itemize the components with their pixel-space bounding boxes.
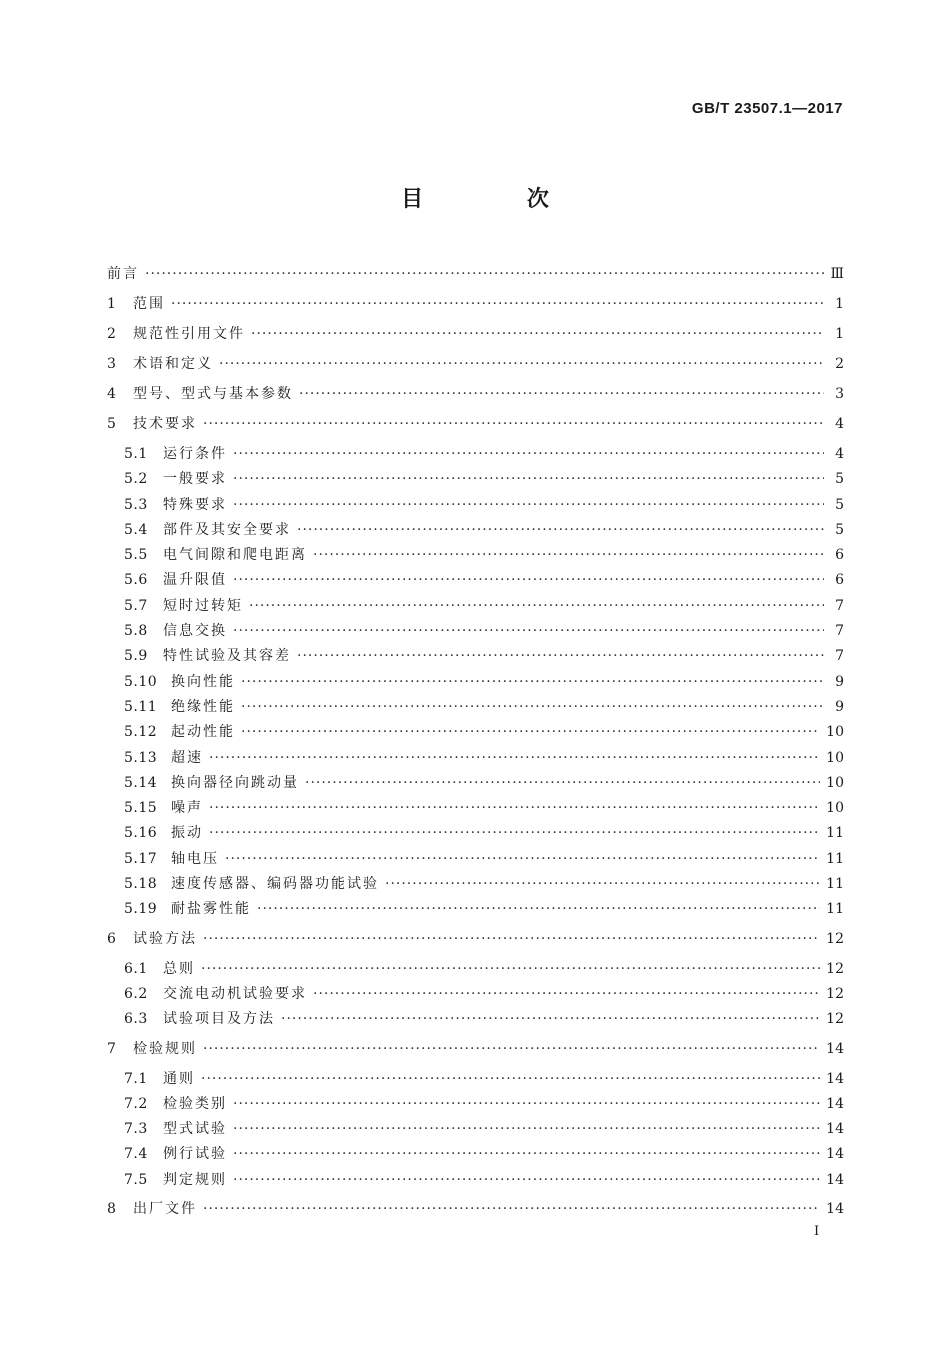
toc-leader-dots bbox=[385, 876, 820, 892]
toc-entry-number: 6.1 bbox=[124, 960, 148, 977]
toc-section-entry[interactable] bbox=[107, 772, 844, 797]
toc-entry-number: 3 bbox=[107, 356, 117, 372]
toc-entry-page: 5 bbox=[835, 496, 844, 513]
toc-entry-label: 试验项目及方法 bbox=[163, 1011, 275, 1028]
standard-code: GB/T 23507.1—2017 bbox=[691, 100, 843, 117]
toc-entry-page: 5 bbox=[835, 471, 844, 488]
toc-entry-number: 7.2 bbox=[124, 1095, 148, 1112]
toc-chapter-entry[interactable] bbox=[107, 928, 844, 958]
toc-entry-number: 5.12 bbox=[124, 724, 158, 741]
toc-entry-number: 1 bbox=[107, 296, 117, 312]
toc-section-entry[interactable] bbox=[107, 595, 844, 620]
toc-entry-label: 总则 bbox=[163, 960, 195, 977]
toc-section-entry[interactable] bbox=[107, 671, 844, 696]
toc-entry-label: 温升限值 bbox=[163, 572, 227, 589]
toc-leader-dots bbox=[233, 1121, 820, 1137]
toc-leader-dots bbox=[251, 326, 824, 342]
toc-section-entry[interactable] bbox=[107, 848, 844, 873]
toc-entry-page: 10 bbox=[826, 800, 844, 817]
toc-chapter-entry[interactable] bbox=[107, 1198, 844, 1228]
toc-leader-dots bbox=[201, 1071, 820, 1087]
toc-chapter-entry[interactable] bbox=[107, 263, 844, 293]
toc-entry-label: 噪声 bbox=[171, 800, 203, 817]
toc-section-entry[interactable] bbox=[107, 1093, 844, 1118]
toc-entry-label: 信息交换 bbox=[163, 623, 227, 640]
toc-entry-number: 6.2 bbox=[124, 985, 148, 1002]
toc-leader-dots bbox=[203, 1201, 820, 1217]
toc-leader-dots bbox=[313, 547, 824, 563]
toc-entry-label: 技术要求 bbox=[133, 416, 197, 432]
toc-entry-number: 5.13 bbox=[124, 749, 158, 766]
toc-leader-dots bbox=[233, 1146, 820, 1162]
toc-section-entry[interactable] bbox=[107, 822, 844, 847]
toc-entry-page: 9 bbox=[835, 673, 844, 690]
toc-entry-page: 14 bbox=[826, 1040, 844, 1057]
toc-section-entry[interactable] bbox=[107, 898, 844, 923]
toc-chapter-entry[interactable] bbox=[107, 1038, 844, 1068]
toc-entry-page: 7 bbox=[835, 623, 844, 640]
toc-entry-label: 耐盐雾性能 bbox=[171, 901, 251, 918]
toc-entry-page: 7 bbox=[835, 648, 844, 665]
toc-chapter-entry[interactable] bbox=[107, 323, 844, 353]
toc-entry-label: 型号、型式与基本参数 bbox=[133, 386, 293, 402]
toc-leader-dots bbox=[233, 446, 824, 462]
toc-entry-page: 12 bbox=[826, 985, 844, 1002]
toc-leader-dots bbox=[233, 471, 824, 487]
toc-entry-label: 起动性能 bbox=[171, 724, 235, 741]
toc-entry-page: 6 bbox=[835, 547, 844, 564]
toc-section-entry[interactable] bbox=[107, 443, 844, 468]
toc-entry-number: 5.5 bbox=[124, 547, 148, 564]
toc-leader-dots bbox=[209, 800, 820, 816]
toc-entry-number: 5.18 bbox=[124, 876, 158, 893]
toc-section-entry[interactable] bbox=[107, 569, 844, 594]
toc-entry-label: 通则 bbox=[163, 1070, 195, 1087]
toc-entry-label: 换向器径向跳动量 bbox=[171, 774, 299, 791]
toc-leader-dots bbox=[171, 296, 824, 312]
toc-entry-page: 11 bbox=[826, 901, 844, 918]
toc-entry-number: 7.5 bbox=[124, 1171, 148, 1188]
toc-entry-number: 7.1 bbox=[124, 1070, 148, 1087]
toc-entry-label: 试验方法 bbox=[133, 930, 197, 947]
toc-entry-number: 4 bbox=[107, 386, 117, 402]
toc-section-entry[interactable] bbox=[107, 468, 844, 493]
toc-entry-label: 判定规则 bbox=[163, 1171, 227, 1188]
toc-entry-number: 5 bbox=[107, 416, 117, 432]
toc-entry-page: 1 bbox=[835, 296, 844, 312]
page-number: I bbox=[814, 1224, 820, 1239]
toc-entry-number: 5.10 bbox=[124, 673, 158, 690]
toc-entry-label: 振动 bbox=[171, 825, 203, 842]
toc-entry-number: 5.16 bbox=[124, 825, 158, 842]
toc-chapter-entry[interactable] bbox=[107, 293, 844, 323]
toc-entry-number: 5.17 bbox=[124, 850, 158, 867]
toc-entry-page: 14 bbox=[826, 1095, 844, 1112]
toc-leader-dots bbox=[241, 724, 820, 740]
toc-entry-number: 6.3 bbox=[124, 1011, 148, 1028]
toc-leader-dots bbox=[203, 1041, 820, 1057]
toc-entry-page: 14 bbox=[826, 1201, 844, 1218]
toc-entry-label: 一般要求 bbox=[163, 471, 227, 488]
toc-entry-number: 5.11 bbox=[124, 698, 158, 715]
toc-entry-page: 4 bbox=[835, 446, 844, 462]
toc-leader-dots bbox=[225, 851, 820, 867]
toc-section-entry[interactable] bbox=[107, 1118, 844, 1143]
toc-entry-number: 2 bbox=[107, 326, 117, 342]
toc-section-entry[interactable] bbox=[107, 620, 844, 645]
toc-entry-label: 电气间隙和爬电距离 bbox=[163, 547, 307, 564]
toc-entry-label: 型式试验 bbox=[163, 1121, 227, 1138]
toc-leader-dots bbox=[241, 674, 824, 690]
toc-entry-number: 5.9 bbox=[124, 648, 148, 665]
toc-entry-number: 7.4 bbox=[124, 1146, 148, 1163]
toc-section-entry[interactable] bbox=[107, 519, 844, 544]
toc-leader-dots bbox=[257, 901, 820, 917]
toc-leader-dots bbox=[219, 356, 824, 372]
toc-entry-page: 1 bbox=[835, 326, 844, 342]
toc-entry-label: 换向性能 bbox=[171, 673, 235, 690]
toc-entry-page: 2 bbox=[835, 356, 844, 372]
toc-entry-page: 11 bbox=[826, 825, 844, 842]
toc-entry-page: 5 bbox=[835, 521, 844, 538]
toc-section-entry[interactable] bbox=[107, 873, 844, 898]
toc-leader-dots bbox=[145, 266, 824, 282]
toc-entry-page: 12 bbox=[826, 960, 844, 977]
toc-section-entry[interactable] bbox=[107, 1169, 844, 1194]
table-of-contents bbox=[107, 263, 844, 1228]
toc-entry-page: 14 bbox=[826, 1070, 844, 1087]
toc-entry-label: 部件及其安全要求 bbox=[163, 521, 291, 538]
toc-leader-dots bbox=[299, 386, 824, 402]
toc-entry-page: 10 bbox=[826, 749, 844, 766]
toc-entry-page: 9 bbox=[835, 698, 844, 715]
toc-entry-label: 特性试验及其容差 bbox=[163, 648, 291, 665]
toc-section-entry[interactable] bbox=[107, 983, 844, 1008]
toc-leader-dots bbox=[209, 750, 820, 766]
toc-entry-label: 规范性引用文件 bbox=[133, 326, 245, 342]
toc-entry-page: 12 bbox=[826, 930, 844, 947]
toc-entry-label: 运行条件 bbox=[163, 446, 227, 462]
toc-entry-label: 超速 bbox=[171, 749, 203, 766]
toc-entry-label: 范围 bbox=[133, 296, 165, 312]
toc-entry-page: 11 bbox=[826, 876, 844, 893]
toc-entry-label: 例行试验 bbox=[163, 1146, 227, 1163]
toc-leader-dots bbox=[203, 931, 820, 947]
toc-section-entry[interactable] bbox=[107, 494, 844, 519]
toc-section-entry[interactable] bbox=[107, 747, 844, 772]
toc-chapter-entry[interactable] bbox=[107, 413, 844, 443]
toc-leader-dots bbox=[203, 416, 824, 432]
toc-entry-label: 短时过转矩 bbox=[163, 597, 243, 614]
toc-leader-dots bbox=[233, 623, 824, 639]
toc-entry-number: 8 bbox=[107, 1201, 117, 1218]
toc-entry-page: 14 bbox=[826, 1121, 844, 1138]
toc-entry-label: 交流电动机试验要求 bbox=[163, 985, 307, 1002]
toc-entry-label: 术语和定义 bbox=[133, 356, 213, 372]
toc-leader-dots bbox=[233, 1096, 820, 1112]
toc-leader-dots bbox=[297, 648, 824, 664]
toc-leader-dots bbox=[233, 1172, 820, 1188]
toc-section-entry[interactable] bbox=[107, 544, 844, 569]
toc-leader-dots bbox=[249, 598, 824, 614]
toc-section-entry[interactable] bbox=[107, 1068, 844, 1093]
toc-chapter-entry[interactable] bbox=[107, 353, 844, 383]
toc-entry-number: 5.19 bbox=[124, 901, 158, 918]
toc-entry-number: 5.3 bbox=[124, 496, 148, 513]
toc-entry-page: Ⅲ bbox=[830, 266, 844, 282]
toc-leader-dots bbox=[313, 986, 820, 1002]
toc-entry-label: 特殊要求 bbox=[163, 496, 227, 513]
toc-entry-number: 7 bbox=[107, 1040, 117, 1057]
toc-entry-label: 检验类别 bbox=[163, 1095, 227, 1112]
toc-entry-number: 5.2 bbox=[124, 471, 148, 488]
toc-entry-page: 7 bbox=[835, 597, 844, 614]
toc-entry-label: 检验规则 bbox=[133, 1040, 197, 1057]
toc-entry-label: 出厂文件 bbox=[133, 1201, 197, 1218]
toc-leader-dots bbox=[241, 699, 824, 715]
toc-entry-label: 速度传感器、编码器功能试验 bbox=[171, 876, 379, 893]
toc-leader-dots bbox=[233, 572, 824, 588]
toc-entry-page: 10 bbox=[826, 774, 844, 791]
toc-entry-page: 4 bbox=[835, 416, 844, 432]
toc-section-entry[interactable] bbox=[107, 721, 844, 746]
toc-entry-page: 12 bbox=[826, 1011, 844, 1028]
toc-entry-number: 5.1 bbox=[124, 446, 148, 462]
toc-entry-number: 5.15 bbox=[124, 800, 158, 817]
toc-entry-number: 7.3 bbox=[124, 1121, 148, 1138]
toc-entry-number: 5.8 bbox=[124, 623, 148, 640]
toc-chapter-entry[interactable] bbox=[107, 383, 844, 413]
toc-entry-label: 绝缘性能 bbox=[171, 698, 235, 715]
toc-entry-number: 5.6 bbox=[124, 572, 148, 589]
toc-leader-dots bbox=[305, 775, 820, 791]
toc-entry-label: 轴电压 bbox=[171, 850, 219, 867]
toc-leader-dots bbox=[201, 961, 820, 977]
toc-leader-dots bbox=[233, 497, 824, 513]
toc-entry-number: 6 bbox=[107, 930, 117, 947]
toc-entry-page: 10 bbox=[826, 724, 844, 741]
toc-entry-number: 5.4 bbox=[124, 521, 148, 538]
toc-section-entry[interactable] bbox=[107, 645, 844, 670]
toc-leader-dots bbox=[281, 1011, 820, 1027]
toc-section-entry[interactable] bbox=[107, 696, 844, 721]
toc-section-entry[interactable] bbox=[107, 797, 844, 822]
toc-entry-page: 14 bbox=[826, 1146, 844, 1163]
toc-section-entry[interactable] bbox=[107, 958, 844, 983]
toc-entry-number: 5.14 bbox=[124, 774, 158, 791]
toc-entry-page: 6 bbox=[835, 572, 844, 589]
toc-section-entry[interactable] bbox=[107, 1008, 844, 1033]
toc-leader-dots bbox=[209, 825, 820, 841]
toc-section-entry[interactable] bbox=[107, 1143, 844, 1168]
toc-entry-page: 3 bbox=[835, 386, 844, 402]
toc-entry-label: 前言 bbox=[107, 266, 139, 282]
page-title: 目 次 bbox=[401, 187, 597, 212]
toc-entry-number: 5.7 bbox=[124, 597, 148, 614]
toc-entry-page: 11 bbox=[826, 850, 844, 867]
toc-entry-page: 14 bbox=[826, 1171, 844, 1188]
toc-leader-dots bbox=[297, 522, 824, 538]
